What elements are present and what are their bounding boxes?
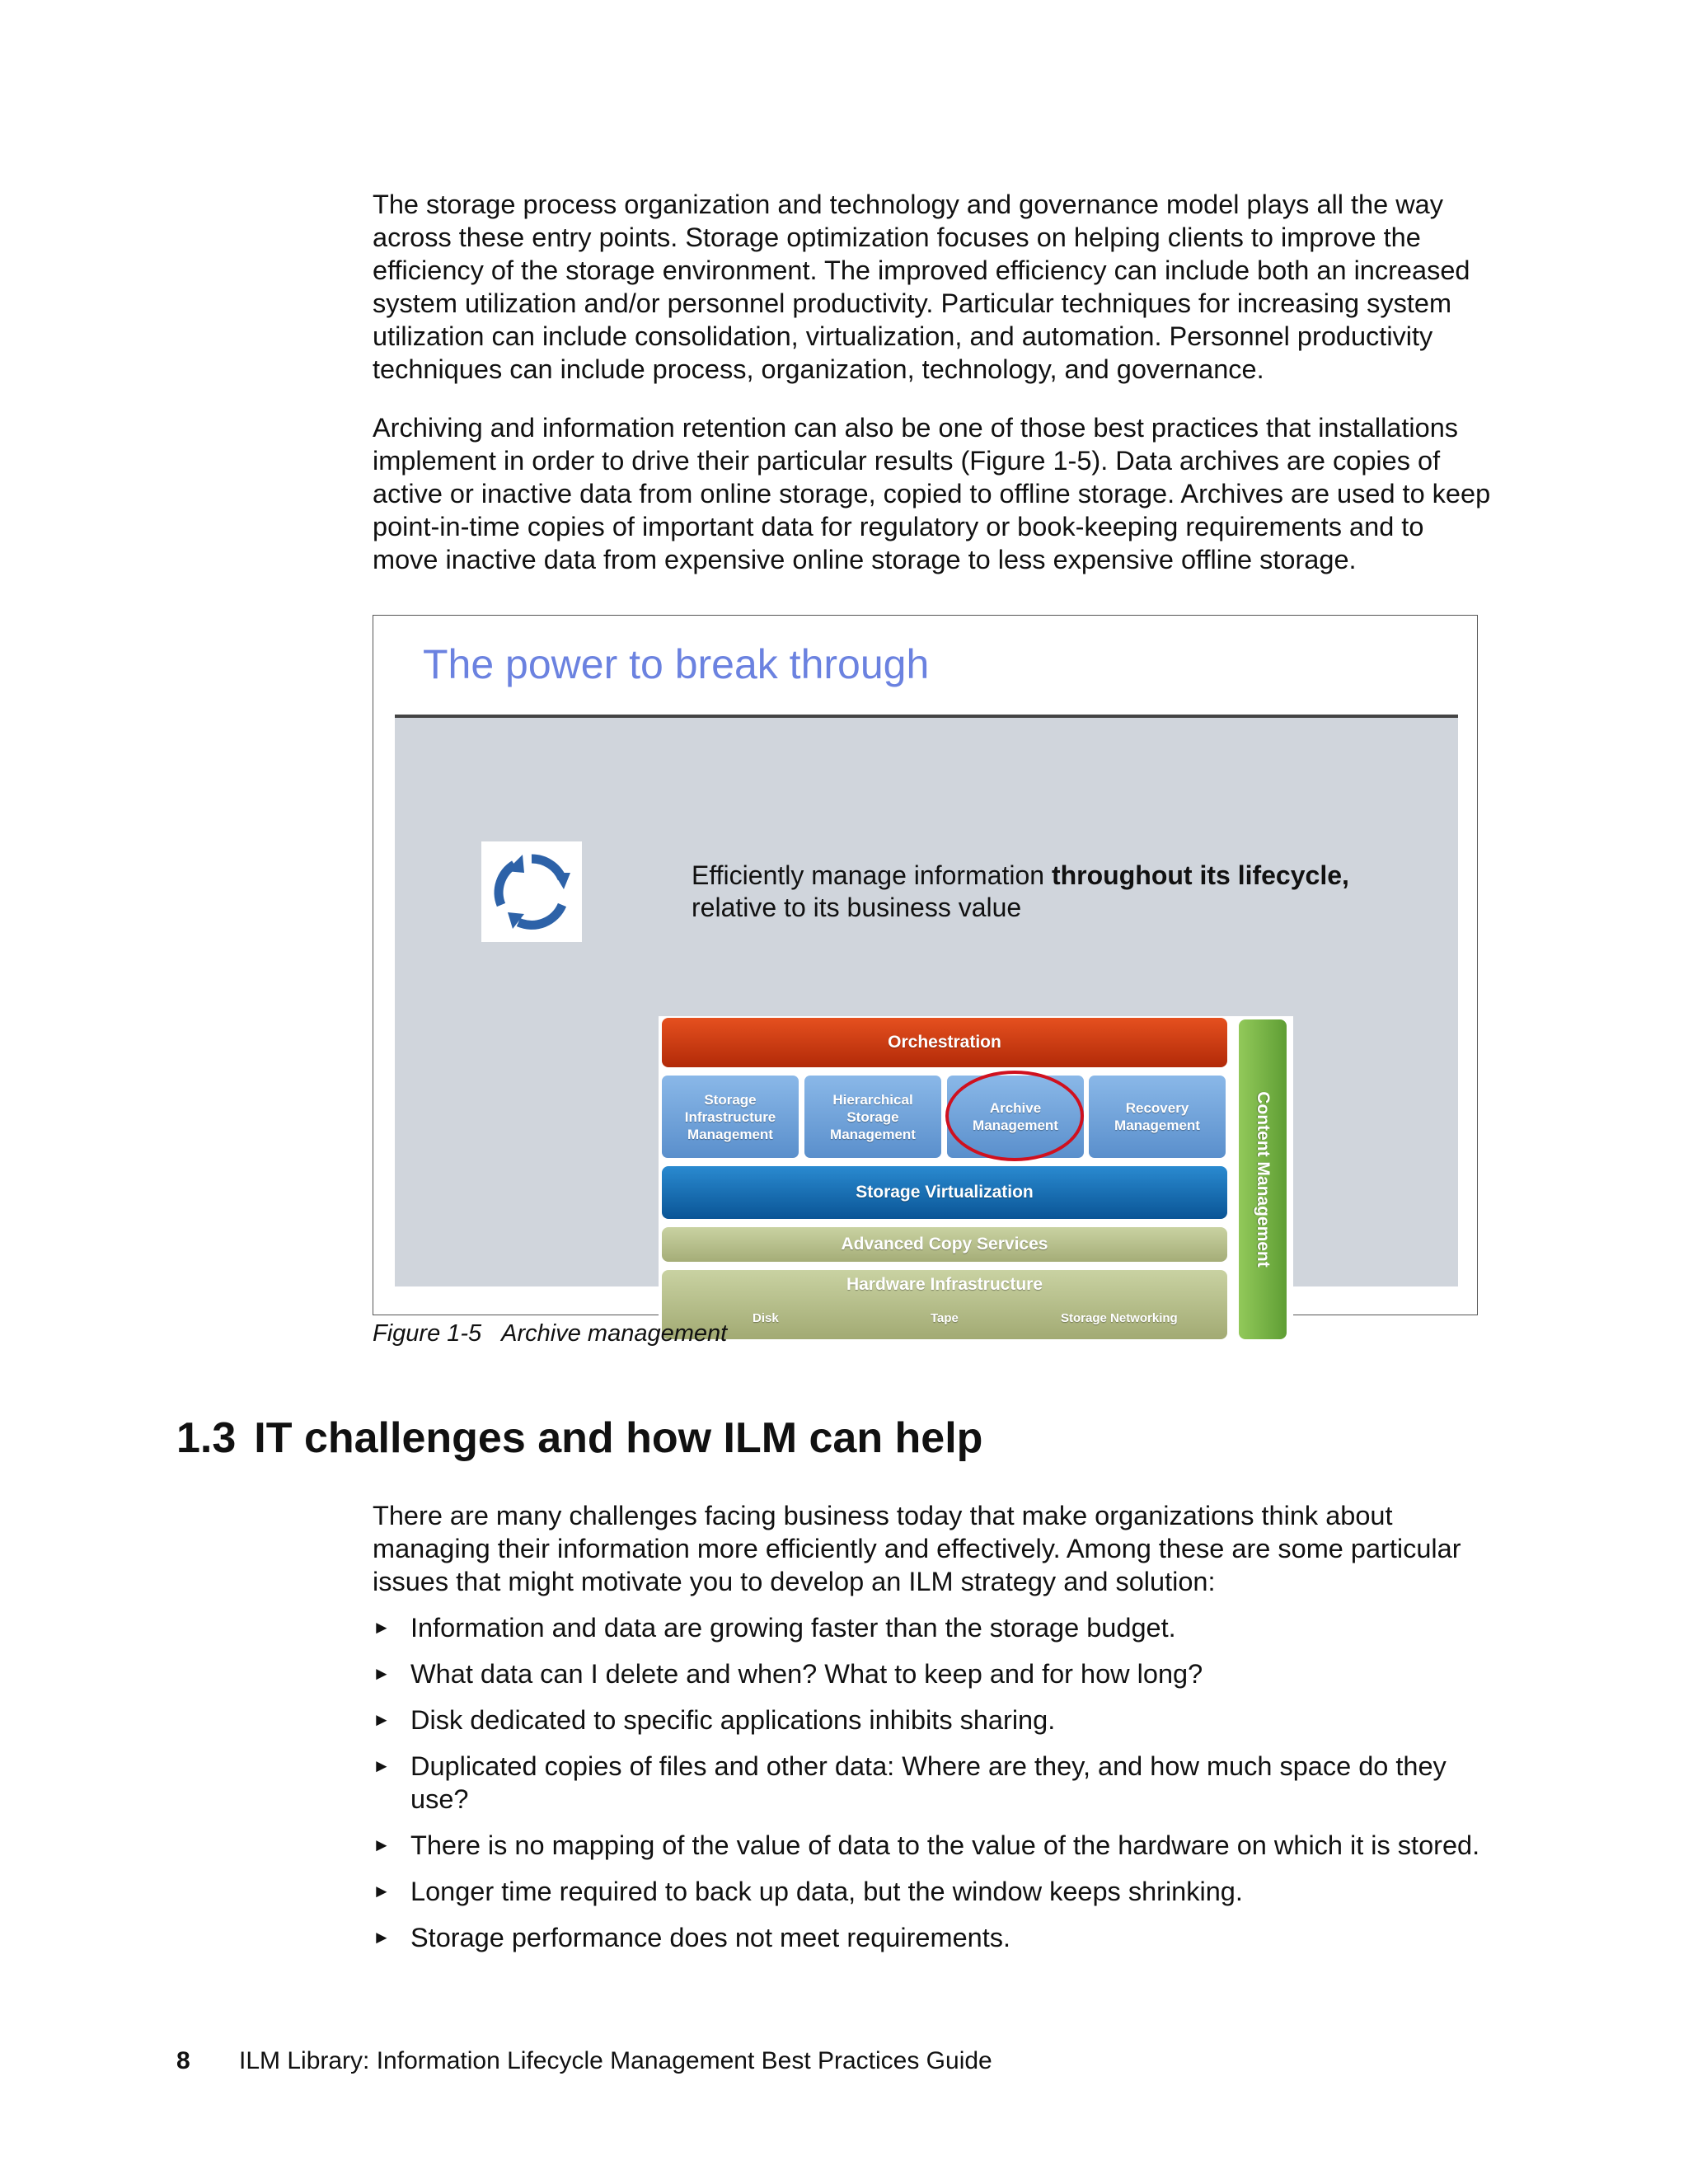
page-number: 8 — [176, 2047, 190, 2074]
tagline-rest: relative to its business value — [692, 893, 1022, 922]
running-footer-title: ILM Library: Information Lifecycle Management Best Practices Guide — [239, 2047, 992, 2074]
hw-networking-label: Storage Networking — [1061, 1311, 1178, 1325]
storage-infrastructure-management-block — [662, 1076, 799, 1158]
section-heading — [176, 1413, 982, 1463]
block-line: Storage — [846, 1108, 899, 1125]
list-item-text: What data can I delete and when? What to keep and for how long? — [410, 1659, 1203, 1689]
figure-number: Figure 1-5 — [373, 1320, 482, 1347]
list-item — [373, 1704, 1502, 1736]
list-item-text: There is no mapping of the value of data to the value of the hardware on which it is stored. — [410, 1830, 1480, 1860]
lifecycle-cycle-icon — [481, 841, 582, 942]
slide-title: The power to break through — [423, 641, 930, 687]
hw-disk-label: Disk — [753, 1311, 779, 1325]
tagline-plain: Efficiently manage information — [692, 860, 1052, 890]
block-line: Hierarchical — [832, 1091, 913, 1108]
challenges-paragraph: There are many challenges facing business today that make organizations think about managing their information more efficiently and effectively. Among these are some particular issues that might motivate you to develop an ILM strategy and solution: — [373, 1501, 1461, 1596]
advanced-copy-services-block: Advanced Copy Services — [662, 1227, 1227, 1262]
list-item — [373, 1875, 1502, 1908]
bullet-marker: ► — [373, 1709, 391, 1730]
bullet-marker: ► — [373, 1617, 391, 1638]
intro-paragraph: The storage process organization and technology and governance model plays all the way across these entry points. Storage optimization focuses on helping clients to improve the efficiency of the storage environment. The improved efficiency can include both an increased system utilization and/or personnel productivity. Particular techniques for increasing system utilization can include consolidation, virtualization, and automation. Personnel productivity techniques can include process, organization, technology, and governance. — [373, 190, 1470, 384]
block-line: Storage — [704, 1091, 757, 1108]
list-item — [373, 1657, 1502, 1690]
block-line: Management — [973, 1118, 1058, 1133]
bullet-marker: ► — [373, 1663, 391, 1684]
hardware-label: Hardware Infrastructure — [846, 1275, 1043, 1294]
block-line: Infrastructure — [684, 1108, 776, 1125]
block-line: Recovery — [1125, 1100, 1189, 1116]
list-item — [373, 1921, 1502, 1954]
block-line: Management — [1114, 1118, 1200, 1133]
hardware-infrastructure-block — [662, 1270, 1227, 1339]
list-item-text: Storage performance does not meet requirements. — [410, 1923, 1011, 1952]
figure-caption — [373, 1320, 727, 1347]
slide-tagline — [692, 860, 1433, 924]
list-item — [373, 1829, 1502, 1862]
list-item-text: Longer time required to back up data, but the window keeps shrinking. — [410, 1877, 1243, 1906]
block-line: Management — [830, 1126, 916, 1142]
hierarchical-storage-management-block — [804, 1076, 941, 1158]
challenges-list — [373, 1611, 1502, 1967]
bullet-marker: ► — [373, 1835, 391, 1855]
list-item-text: Information and data are growing faster than the storage budget. — [410, 1613, 1176, 1643]
recovery-management-block — [1089, 1076, 1226, 1158]
list-item — [373, 1611, 1502, 1644]
content-management-block — [1239, 1019, 1287, 1339]
list-item-text: Duplicated copies of files and other data: Where are they, and how much space do they use? — [410, 1751, 1447, 1814]
figure-archive-management — [373, 615, 1478, 1325]
ilm-stack-diagram — [659, 1016, 1293, 1346]
bullet-marker: ► — [373, 1755, 391, 1776]
block-line: Management — [687, 1126, 773, 1142]
hw-tape-label: Tape — [931, 1311, 959, 1325]
orchestration-block: Orchestration — [662, 1018, 1227, 1067]
archive-highlight-ring — [945, 1071, 1084, 1161]
figure-caption-text: Archive management — [501, 1320, 728, 1347]
slide-panel — [395, 718, 1458, 1325]
list-item — [373, 1750, 1502, 1816]
archiving-paragraph: Archiving and information retention can also be one of those best practices that installations implement in order to drive their particular results (Figure 1-5). Data archives are copies of active or inactive data from online storage, copied to offline storage. Archives are used to keep point-in-time copies of important data for regulatory or book-keeping requirements and to move inactive data from expensive online storage to less expensive offline storage. — [373, 413, 1491, 574]
section-number: 1.3 — [176, 1414, 237, 1462]
storage-virtualization-block: Storage Virtualization — [662, 1166, 1227, 1219]
bullet-marker: ► — [373, 1881, 391, 1901]
section-title: IT challenges and how ILM can help — [254, 1414, 983, 1462]
tagline-bold: throughout its lifecycle, — [1051, 860, 1349, 890]
bullet-marker: ► — [373, 1927, 391, 1947]
content-management-label: Content Management — [1254, 1091, 1273, 1268]
list-item-text: Disk dedicated to specific applications inhibits sharing. — [410, 1705, 1056, 1735]
block-line: Archive — [989, 1100, 1042, 1116]
